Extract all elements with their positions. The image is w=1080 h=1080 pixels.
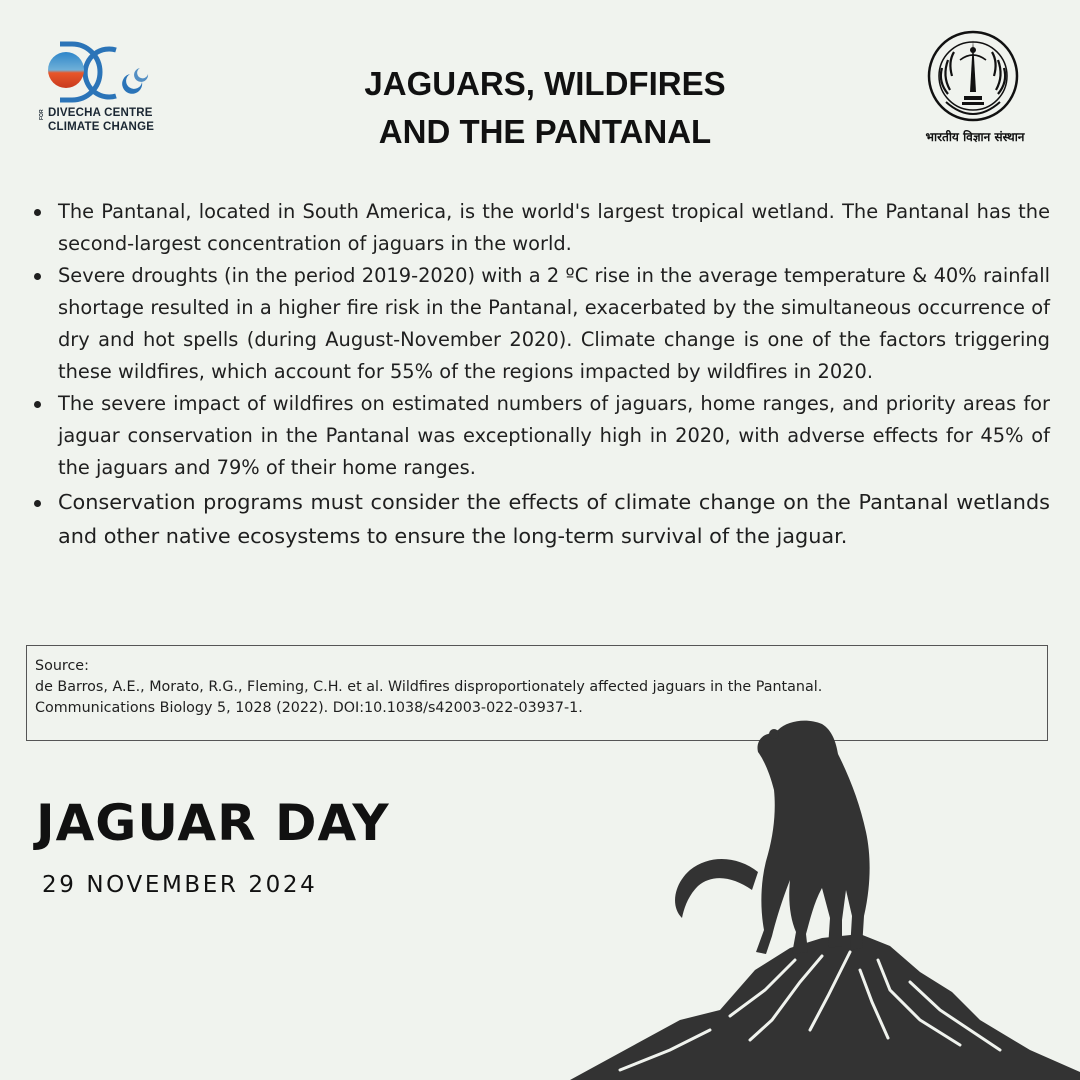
bullet-icon — [34, 209, 41, 216]
iisc-hindi-name: भारतीय विज्ञान संस्थान — [925, 130, 1025, 144]
source-citation-line-1: de Barros, A.E., Morato, R.G., Fleming, C.H. et al. Wildfires disproportionately affected jaguars in the Pantanal. — [35, 679, 823, 695]
bullet-icon — [34, 401, 41, 408]
list-item — [32, 196, 1050, 260]
event-date: 29 NOVEMBER 2024 — [42, 872, 318, 898]
source-citation-line-2: Communications Biology 5, 1028 (2022). DOI:10.1038/s42003-022-03937-1. — [35, 700, 583, 716]
list-item-text: Conservation programs must consider the effects of climate change on the Pantanal wetlands and other native ecosystems to ensure the long-term survival of the jaguar. — [58, 490, 1050, 548]
divecha-centre-logo — [40, 38, 170, 138]
facts-list — [32, 196, 1050, 553]
logo-line-2: CLIMATE CHANGE — [48, 121, 155, 133]
list-item — [32, 260, 1050, 388]
page-title — [300, 60, 790, 156]
divecha-logo-icon — [42, 40, 152, 106]
title-line-2: AND THE PANTANAL — [378, 113, 712, 150]
jaguar-on-mountain-illustration — [560, 720, 1080, 1080]
jaguar-silhouette — [675, 721, 870, 954]
title-line-1: JAGUARS, WILDFIRES — [364, 65, 726, 102]
logo-for: FOR — [39, 109, 45, 120]
list-item-text: The severe impact of wildfires on estimated numbers of jaguars, home ranges, and priority areas for jaguar conservation in the Pantanal was exceptionally high in 2020, with adverse effects for 45% of the jaguars and 79% of their home ranges. — [58, 392, 1050, 479]
iisc-logo — [918, 30, 1038, 150]
iisc-seal-icon — [918, 30, 1032, 128]
source-label: Source: — [35, 658, 89, 674]
logo-line-1: DIVECHA CENTRE — [48, 107, 153, 119]
mountain-silhouette — [570, 934, 1080, 1080]
list-item — [32, 484, 1050, 553]
bullet-icon — [34, 273, 41, 280]
list-item-text: The Pantanal, located in South America, is the world's largest tropical wetland. The Pantanal has the second-largest concentration of jaguars in the world. — [58, 200, 1050, 255]
list-item-text: Severe droughts (in the period 2019-2020) with a 2 ºC rise in the average temperature & 40% rainfall shortage resulted in a higher fire risk in the Pantanal, exacerbated by the simultaneous occurrence of dry and hot spells (during August-November 2020). Climate change is one of the factors triggering these wildfires, which account for 55% of the regions impacted by wildfires in 2020. — [58, 264, 1050, 383]
bullet-icon — [34, 500, 41, 507]
event-title: JAGUAR DAY — [36, 794, 390, 852]
list-item — [32, 388, 1050, 484]
